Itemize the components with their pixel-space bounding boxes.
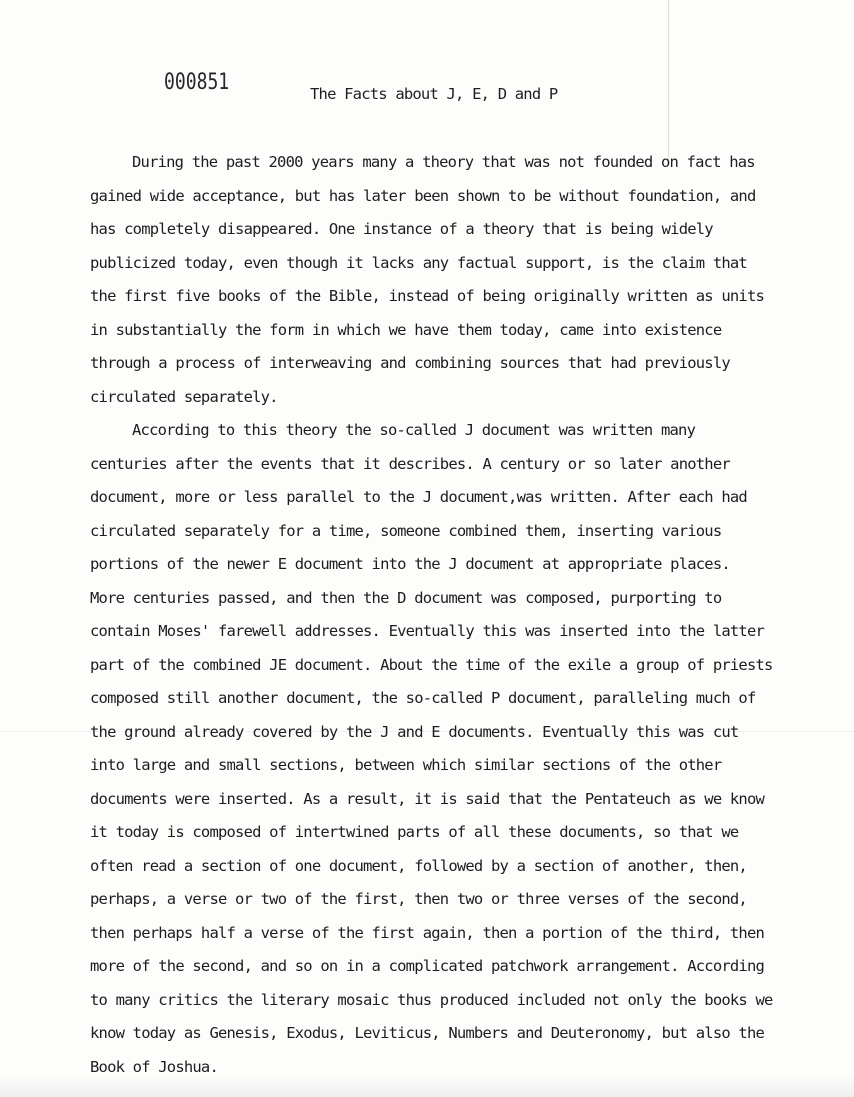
text-line: the ground already covered by the J and E documents. Eventually this was cut [90, 722, 739, 741]
text-line: During the past 2000 years many a theory that was not founded on fact has [132, 153, 755, 171]
text-line: According to this theory the so-called J document was written many [132, 421, 696, 439]
text-line: document, more or less parallel to the J document,was written. After each had [90, 488, 747, 506]
text-line: Book of Joshua. [90, 1057, 218, 1076]
text-line: through a process of interweaving and combining sources that had previously [90, 354, 730, 372]
text-line: more of the second, and so on in a complicated patchwork arrangement. According [90, 957, 765, 975]
text-line: centuries after the events that it describes. A century or so later another [90, 454, 730, 473]
text-line: More centuries passed, and then the D document was composed, purporting to [90, 588, 722, 607]
text-line: circulated separately. [90, 387, 278, 406]
text-line: portions of the newer E document into the J document at appropriate places. [90, 555, 730, 573]
text-line: circulated separately for a time, someone combined them, inserting various [90, 521, 722, 540]
text-line: perhaps, a verse or two of the first, then two or three verses of the second, [90, 890, 747, 908]
text-line: publicized today, even though it lacks any factual support, is the claim that [90, 253, 747, 272]
text-line: to many critics the literary mosaic thus produced included not only the books we [90, 990, 773, 1009]
text-line: documents were inserted. As a result, it is said that the Pentateuch as we know [90, 789, 765, 808]
text-line: has completely disappeared. One instance of a theory that is being widely [90, 220, 713, 238]
text-line: composed still another document, the so-called P document, paralleling much of [90, 689, 756, 707]
text-line: know today as Genesis, Exodus, Leviticus, Numbers and Deuteronomy, but also the [90, 1024, 765, 1042]
text-line: it today is composed of intertwined parts of all these documents, so that we [90, 823, 739, 841]
document-number: 000851 [164, 70, 230, 95]
document-title: The Facts about J, E, D and P [310, 85, 558, 103]
text-line: into large and small sections, between which similar sections of the other [90, 756, 722, 774]
text-line: in substantially the form in which we have them today, came into existence [90, 320, 722, 339]
text-line: often read a section of one document, followed by a section of another, then, [90, 856, 747, 875]
text-line: the first five books of the Bible, instead of being originally written as units [90, 287, 765, 305]
scan-bottom-shade [0, 1075, 854, 1097]
text-line: contain Moses' farewell addresses. Eventually this was inserted into the latter [90, 622, 765, 640]
text-line: then perhaps half a verse of the first again, then a portion of the third, then [90, 923, 765, 942]
body-text [90, 150, 790, 1088]
text-line: part of the combined JE document. About the time of the exile a group of priests [90, 655, 773, 674]
scan-margin-line [668, 0, 669, 160]
text-line: gained wide acceptance, but has later been shown to be without foundation, and [90, 186, 756, 205]
